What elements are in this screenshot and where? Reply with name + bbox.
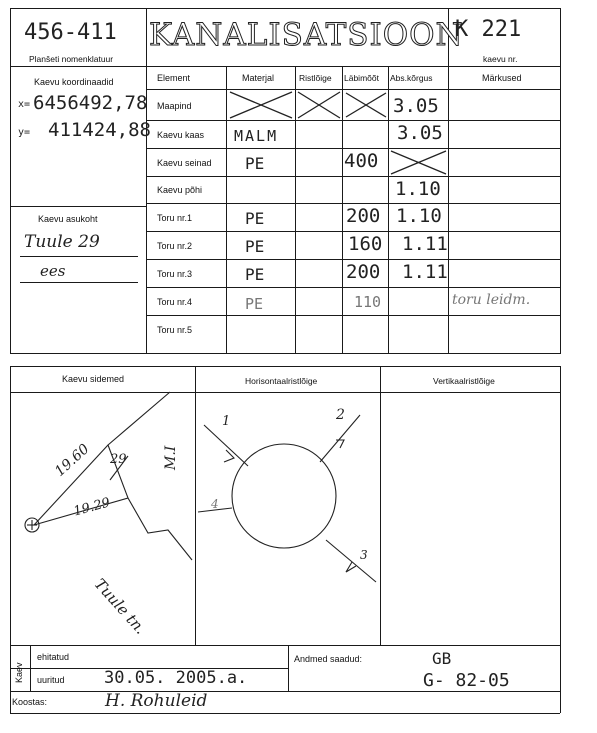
- location-note: ees: [40, 262, 66, 280]
- page-title: KANALISATSIOON: [149, 17, 464, 53]
- pipe-label-4: 4: [211, 497, 219, 511]
- table-cell-material: PE: [245, 295, 264, 313]
- table-row-element: Kaevu põhi: [157, 185, 203, 195]
- well-number-value: K 221: [455, 17, 522, 42]
- table-cell-diameter: 200: [346, 205, 381, 227]
- table-row-element: Kaevu kaas: [157, 130, 205, 140]
- table-cell-notes: toru leidm.: [452, 292, 531, 308]
- table-row-element: Kaevu seinad: [157, 158, 212, 168]
- table-cell-material: PE: [245, 154, 265, 173]
- planset-value: 456-411: [24, 20, 117, 45]
- section-label-vertical: Vertikaalristlõige: [433, 376, 495, 386]
- table-cell-material: PE: [245, 237, 265, 256]
- table-cell-material: PE: [245, 265, 265, 284]
- well-number-label: kaevu nr.: [483, 54, 518, 64]
- section-label-horizontal: Horisontaalristlõige: [245, 376, 318, 386]
- table-row-element: Toru nr.1: [157, 213, 193, 223]
- location-street: Tuule 29: [24, 232, 100, 252]
- pipe-label-2: 2: [336, 407, 345, 423]
- col-header-notes: Märkused: [482, 73, 522, 83]
- footer-author-label: Koostas:: [12, 697, 48, 707]
- table-row-element: Toru nr.3: [157, 269, 193, 279]
- footer-data-from-label: Andmed saadud:: [294, 654, 363, 664]
- footer-side-label: Kaev: [14, 662, 24, 683]
- footer-surveyed-value: 30.05. 2005.a.: [104, 668, 248, 688]
- footer-author-value: H. Rohuleid: [105, 691, 208, 711]
- coord-y-prefix: y=: [18, 127, 31, 138]
- pipe-label-3: 3: [360, 548, 368, 562]
- tie-dim-3: 19.29: [72, 495, 112, 520]
- col-header-diameter: Läbimõõt: [344, 73, 379, 83]
- table-cell-height: 1.11: [402, 261, 448, 283]
- table-cell-diameter: 110: [354, 293, 382, 311]
- table-cell-diameter: 400: [344, 150, 379, 172]
- tie-label-building: M.I: [163, 445, 179, 470]
- col-header-cross: Ristlõige: [299, 73, 332, 83]
- col-header-element: Element: [157, 73, 191, 83]
- footer-built-label: ehitatud: [37, 652, 70, 662]
- planset-label: Planšeti nomenklatuur: [29, 54, 114, 64]
- footer-surveyed-label: uuritud: [37, 675, 65, 685]
- table-cell-height: 3.05: [393, 95, 439, 117]
- table-cell-height: 1.10: [395, 178, 441, 200]
- table-row-element: Toru nr.4: [157, 297, 193, 307]
- coord-x-value: 6456492,78: [33, 92, 148, 114]
- table-cell-height: 3.05: [397, 122, 443, 144]
- tie-street-label: Tuule tn.: [90, 575, 150, 638]
- col-header-material: Materjal: [242, 73, 275, 83]
- coord-y-value: 411424,88: [48, 119, 151, 141]
- table-row-element: Toru nr.5: [157, 325, 193, 335]
- tie-dim-1: 19.60: [52, 441, 93, 480]
- table-cell-material: MALM: [234, 127, 279, 145]
- tie-dim-2: 29: [110, 452, 127, 467]
- col-header-height: Abs.kõrgus: [390, 73, 433, 83]
- location-label: Kaevu asukoht: [38, 214, 98, 224]
- table-cell-height: 1.11: [402, 233, 448, 255]
- table-row-element: Toru nr.2: [157, 241, 193, 251]
- table-cell-height: 1.10: [396, 205, 442, 227]
- table-cell-diameter: 160: [348, 233, 383, 255]
- table-row-element: Maapind: [157, 101, 192, 111]
- footer-data-from-value-2: G- 82-05: [423, 670, 510, 691]
- table-cell-material: PE: [245, 209, 265, 228]
- footer-data-from-value-1: GB: [432, 649, 452, 668]
- table-cell-diameter: 200: [346, 261, 381, 283]
- section-label-ties: Kaevu sidemed: [62, 374, 125, 384]
- coord-x-prefix: x=: [18, 99, 31, 110]
- coords-label: Kaevu koordinaadid: [34, 77, 114, 87]
- pipe-label-1: 1: [222, 414, 231, 429]
